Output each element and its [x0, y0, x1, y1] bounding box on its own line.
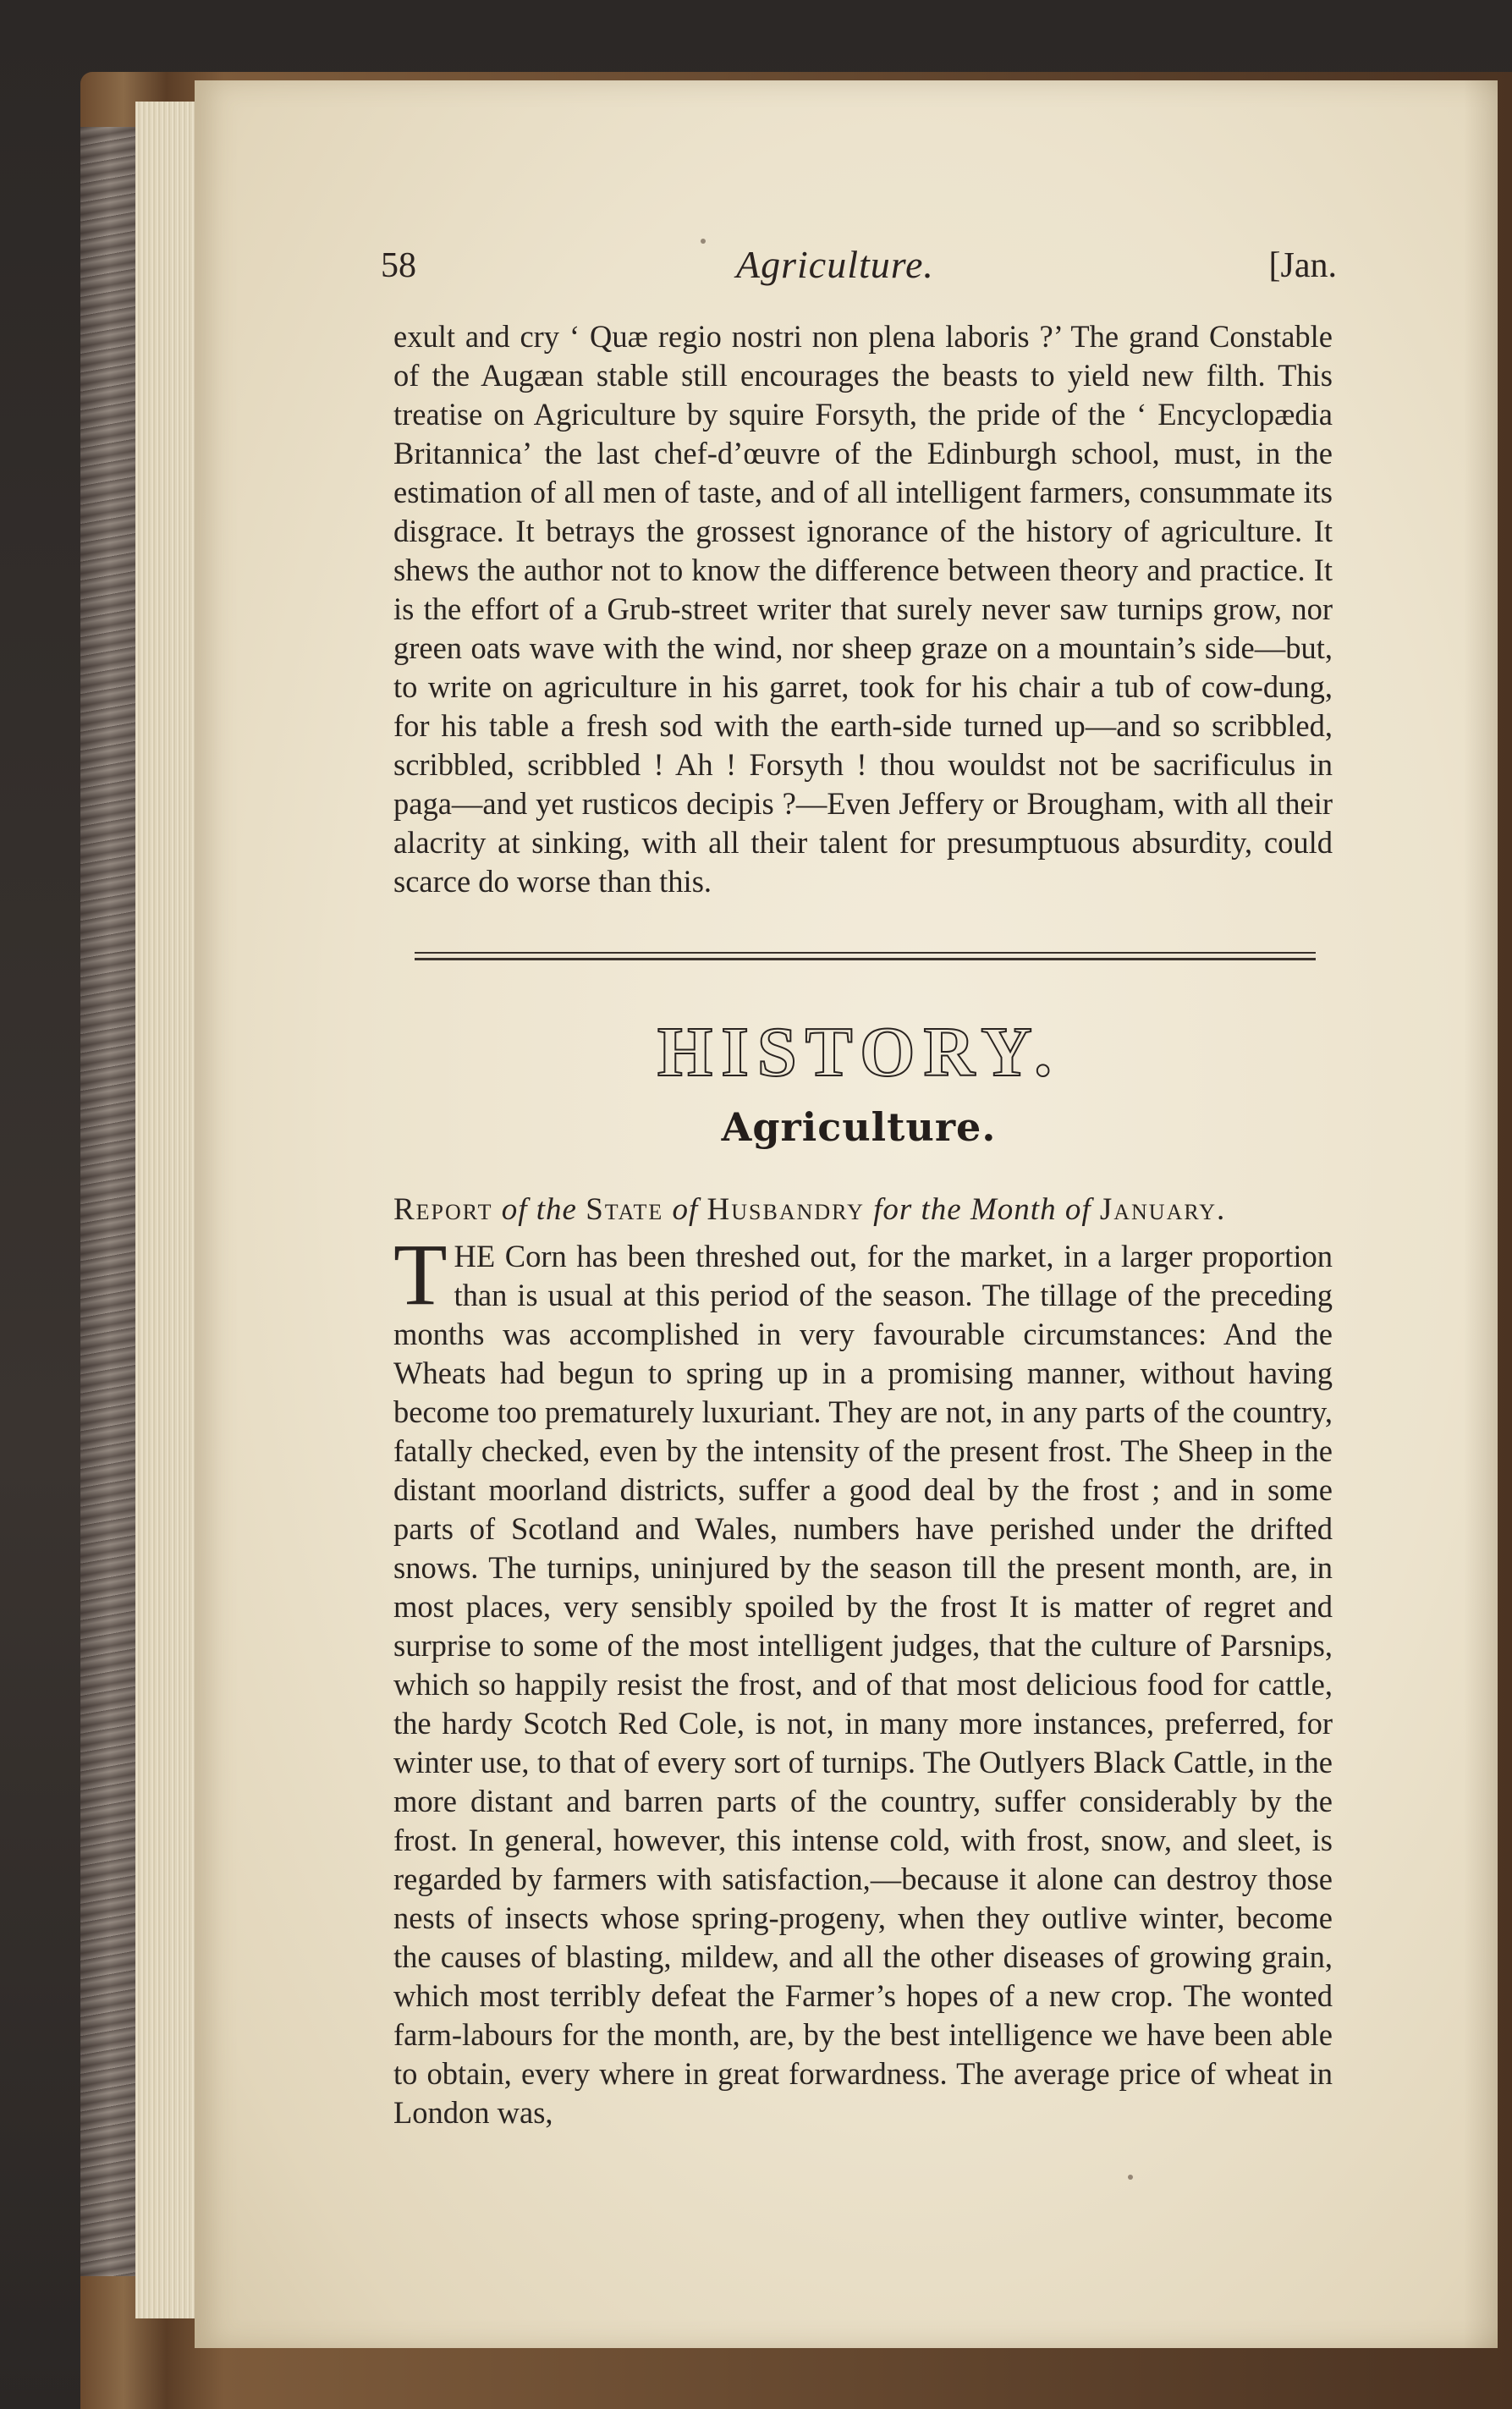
section-divider [415, 952, 1316, 962]
page-shadow [1464, 80, 1498, 2348]
paragraph-text: exult and cry ‘ Quæ regio nostri non plena laboris ?’ The grand Constable of the Augæan stable still encourages the beasts to yield new filth. This treatise on Agriculture by squire Forsyth, the pride of the ‘ Encyclopædia Britannica’ the last chef-d’œuvre of the Edinburgh school, must, in the estimation of all men of taste, and of all intelligent farmers, consummate its disgrace. It betrays the grossest ignorance of the history of agriculture. It shews the author not to know the difference between theory and practice. It is the effort of a Grub-street writer that surely never saw turnips grow, nor green oats wave with the wind, nor sheep graze on a mountain’s side—but, to write on agriculture in his garret, took for his chair a tub of cow-dung, for his table a fresh sod with the earth-side turned up—and so scribbled, scribbled, scribbled ! Ah ! Forsyth ! thou wouldst not be sacrificulus in paga—and yet rusticos decipis ?—Even Jeffery or Brougham, with all their alacrity at sinking, with all their talent for presumptuous absurdity, could scarce do worse than this. [393, 319, 1333, 899]
heading-word: Husbandry [707, 1192, 865, 1227]
divider-rule-thick [415, 958, 1316, 960]
section-subtitle: Agriculture. [721, 1104, 997, 1150]
running-month: [Jan. [1268, 246, 1337, 285]
ink-speck [701, 239, 706, 244]
heading-word: Report [393, 1192, 493, 1227]
page-stack-edge [135, 102, 203, 2318]
ink-speck [1128, 2175, 1133, 2180]
running-title: Agriculture. [736, 243, 934, 286]
heading-word: State [586, 1192, 664, 1227]
heading-word: of the [501, 1192, 577, 1227]
report-heading [393, 1191, 1341, 1228]
divider-rule-thin [415, 952, 1316, 954]
heading-word: of [1064, 1192, 1091, 1227]
continued-paragraph [393, 317, 1333, 901]
running-head [381, 245, 1337, 296]
heading-word: for the Month [873, 1192, 1057, 1227]
report-text: HE Corn has been threshed out, for the market, in a larger proportion than is usual at this period of the season. The tillage of the preceding months was accomplished in very favourable circumstances: And the Wheats had begun to spring up in a promising manner, without having become too prematurely luxuriant. They are not, in any parts of the country, fatally checked, even by the intensity of the present frost. The Sheep in the distant moorland districts, suffer a good deal by the frost ; and in some parts of Scotland and Wales, numbers have perished under the drifted snows. The turnips, uninjured by the season till the present month, are, in most places, very sensibly spoiled by the frost It is matter of regret and surprise to some of the most intelligent judges, that the culture of Parsnips, which so happily resist the frost, and of that most delicious food for cattle, the hardy Scotch Red Cole, is not, in many more instances, preferred, for winter use, to that of every sort of turnips. The Outlyers Black Cattle, in the more distant and barren parts of the country, suffer considerably by the frost. In general, however, this intense cold, with frost, snow, and sleet, is regarded by farmers with satisfaction,—because it alone can destroy those nests of insects whose spring-progeny, when they outlive winter, become the causes of blasting, mildew, and all the other diseases of growing grain, which most terribly defeat the Farmer’s hopes of a new crop. The wonted farm-labours for the month, are, by the best intelligence we have been able to obtain, every where in great forwardness. The average price of wheat in London was, [393, 1239, 1333, 2130]
page-number: 58 [381, 246, 416, 285]
drop-cap: T [393, 1226, 448, 1323]
heading-word: January. [1099, 1192, 1227, 1227]
heading-word: of [672, 1192, 699, 1227]
section-title: HISTORY. [657, 1013, 1061, 1092]
report-body [393, 1226, 1333, 2132]
